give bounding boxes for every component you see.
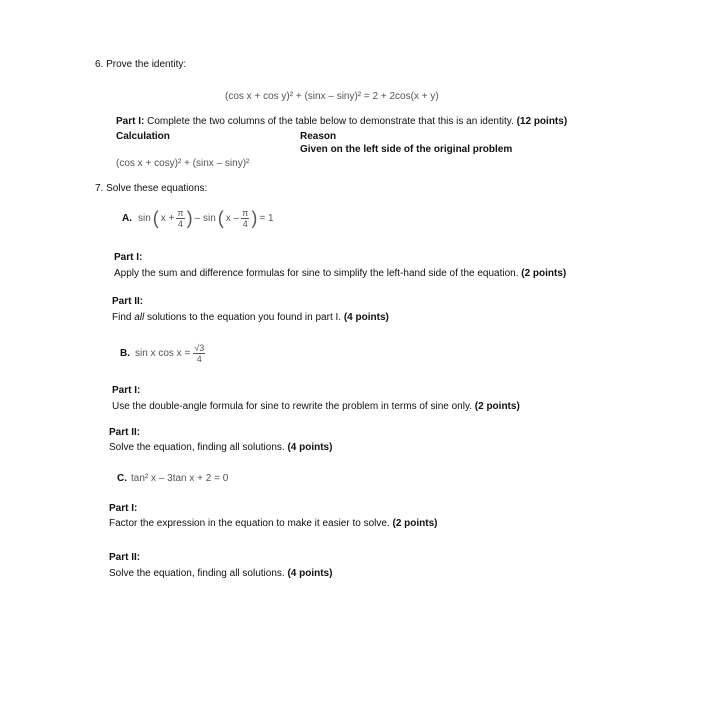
q7a-rhs: = 1 — [259, 212, 274, 224]
q7b-expr: sin x cos x = — [135, 347, 191, 359]
table-row1-calculation: (cos x + cosy)² + (sinx – siny)² — [116, 158, 250, 169]
q7a-part2-text: Find all solutions to the equation you found in part I. (4 points) — [112, 312, 389, 323]
q7a-frac2: $\frac{\pi}{4}$ — [242, 207, 249, 229]
q7a-arg1: x + — [160, 212, 175, 224]
q7c-part1-heading: Part I: — [109, 503, 138, 514]
table-header-calculation: Calculation — [116, 131, 170, 142]
q7b-part2-text: Solve the equation, finding all solutions. (4 points) — [109, 442, 333, 453]
q7a-paren-open1: ( — [152, 207, 159, 228]
q7a-part1-text: Apply the sum and difference formulas for sine to simplify the left-hand side of the equation. (2 points) — [114, 268, 567, 279]
q7c-label: C. — [117, 473, 127, 484]
q7a-frac1: $\frac{\pi}{4}$ — [177, 207, 184, 229]
table-row1-reason: Given on the left side of the original problem — [300, 144, 513, 155]
q7c-part1-text: Factor the expression in the equation to make it easier to solve. (2 points) — [109, 518, 438, 529]
q7a-paren-close1: ) — [186, 207, 193, 228]
table-header-reason: Reason — [300, 131, 337, 142]
q7a-paren-open2: ( — [217, 207, 224, 228]
q7b-part1-heading: Part I: — [112, 385, 141, 396]
q7c-equation — [117, 473, 228, 484]
q7a-part2-heading: Part II: — [112, 296, 144, 307]
q7a-part1-heading: Part I: — [114, 252, 143, 263]
q6-part1-instructions — [116, 116, 567, 127]
q6-heading: 6. Prove the identity: — [95, 59, 187, 70]
q7a-sin1: sin — [138, 212, 151, 224]
q7c-part2-text: Solve the equation, finding all solutions. (4 points) — [109, 568, 333, 579]
q7b-equation — [120, 340, 205, 366]
q7b-part2-heading: Part II: — [109, 427, 141, 438]
q7b-part1-text: Use the double-angle formula for sine to rewrite the problem in terms of sine only. (2 points) — [112, 401, 520, 412]
q7c-part2-heading: Part II: — [109, 552, 141, 563]
q6-identity: (cos x + cos y)² + (sinx – siny)² = 2 + 2cos(x + y) — [225, 91, 439, 102]
q7a-equation — [122, 206, 274, 230]
q7a-paren-close2: ) — [251, 207, 258, 228]
q7a-arg2: x – — [225, 212, 240, 224]
q7b-label: B. — [120, 347, 130, 359]
q6-part1-text: Complete the two columns of the table below to demonstrate that this is an identity. — [144, 116, 517, 127]
q7-heading: 7. Solve these equations: — [95, 183, 208, 194]
q7a-label: A. — [122, 212, 132, 224]
q7a-sin2: – sin — [194, 212, 216, 224]
q7c-expr: tan² x – 3tan x + 2 = 0 — [131, 473, 229, 484]
q6-part1-points: (12 points) — [516, 116, 568, 127]
q6-part1-heading: Part I: — [116, 116, 145, 127]
q7b-frac: $\frac{√3}{4}$ — [194, 342, 205, 364]
